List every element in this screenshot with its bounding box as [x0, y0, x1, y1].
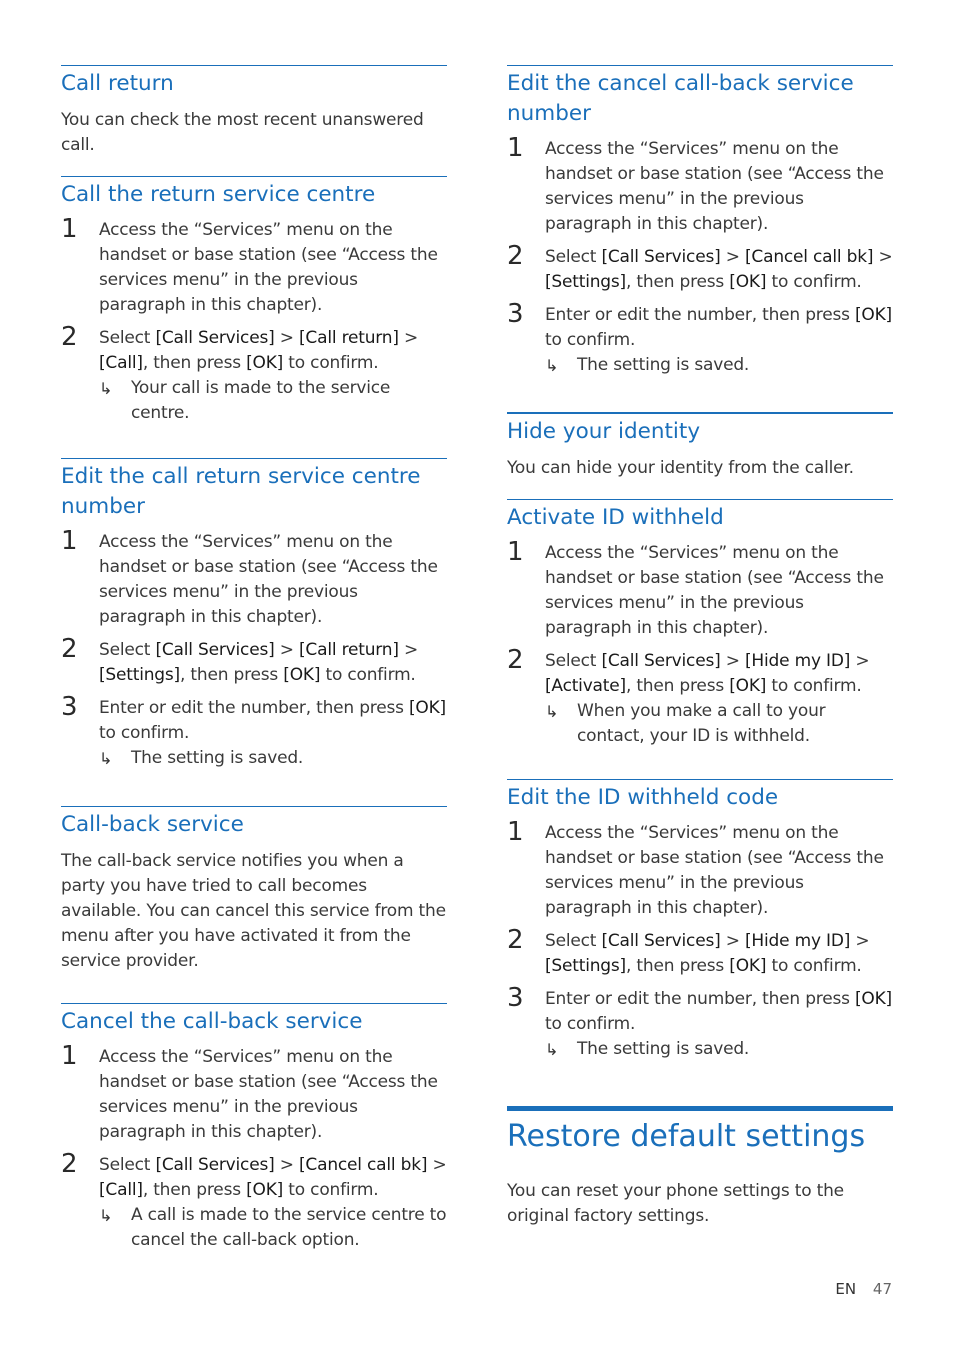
menu-key: [Call Services]: [155, 640, 275, 660]
text: Enter or edit the number, then press: [99, 698, 409, 718]
step-number: 2: [61, 634, 78, 664]
text: Select: [99, 1155, 156, 1175]
menu-key: [Call Services]: [601, 651, 721, 671]
step-list: [61, 1043, 447, 1253]
result-text: The setting is saved.: [131, 748, 304, 768]
section-title: Call-back service: [61, 812, 244, 837]
step-list: [507, 539, 893, 749]
step-number: 1: [61, 1041, 78, 1071]
step-result: [99, 746, 447, 771]
step-list: [61, 216, 447, 426]
step-result: [99, 376, 447, 426]
text: to confirm.: [545, 1014, 636, 1034]
step-text: [545, 927, 893, 979]
text: , then press: [142, 1180, 247, 1200]
text: Select: [545, 651, 602, 671]
step-text: Access the “Services” menu on the handset or base station (see “Access the services menu” in the previous paragraph in this chapter).: [99, 532, 438, 627]
menu-key: [Settings]: [545, 272, 626, 292]
text: to confirm.: [766, 272, 862, 292]
chapter-title: Restore default settings: [507, 1119, 866, 1154]
menu-key: [Hide my ID]: [745, 931, 851, 951]
text: to confirm.: [766, 956, 862, 976]
result-text: The setting is saved.: [577, 1039, 750, 1059]
separator: >: [720, 931, 745, 951]
step-1: [507, 539, 893, 641]
section-call-return-centre: [61, 176, 447, 426]
step-list: [61, 528, 447, 771]
section-title: Edit the ID withheld code: [507, 785, 779, 810]
menu-key: [Cancel call bk]: [745, 247, 874, 267]
section-intro: You can reset your phone settings to the original factory settings.: [507, 1181, 844, 1226]
step-number: 1: [507, 133, 524, 163]
step-result: [545, 699, 893, 749]
menu-key: [OK]: [246, 353, 284, 373]
menu-key: [OK]: [409, 698, 446, 718]
page-number: 47: [872, 1280, 892, 1298]
right-column: [507, 65, 893, 1229]
menu-key: [Call Services]: [155, 1155, 275, 1175]
step-2: [61, 636, 447, 688]
menu-key: [Call return]: [299, 328, 399, 348]
step-number: 3: [61, 692, 78, 722]
menu-key: [Activate]: [545, 676, 626, 696]
text: , then press: [625, 676, 730, 696]
step-text: [99, 636, 447, 688]
step-text: Access the “Services” menu on the handset or base station (see “Access the services menu” in the previous paragraph in this chapter).: [545, 823, 884, 918]
text: , then press: [180, 665, 284, 685]
text: to confirm.: [283, 1180, 379, 1200]
result-arrow-icon: ↳: [99, 749, 113, 768]
step-2: [507, 647, 893, 749]
text: , then press: [626, 956, 730, 976]
step-number: 2: [507, 925, 524, 955]
step-text: Access the “Services” menu on the handset or base station (see “Access the services menu” in the previous paragraph in this chapter).: [545, 139, 884, 234]
step-number: 2: [61, 1149, 78, 1179]
section-title: Cancel the call-back service: [61, 1009, 363, 1034]
separator: >: [850, 651, 870, 671]
page-footer: [835, 1280, 892, 1298]
left-column: [61, 65, 447, 1253]
step-number: 3: [507, 983, 524, 1013]
text: to confirm.: [99, 723, 190, 743]
menu-key: [OK]: [283, 665, 321, 685]
section-intro: You can hide your identity from the caller.: [507, 458, 854, 478]
section-intro: You can check the most recent unanswered call.: [61, 110, 424, 155]
result-text: The setting is saved.: [577, 355, 750, 375]
menu-key: [Call Services]: [155, 328, 275, 348]
text: to confirm.: [283, 353, 379, 373]
section-edit-return-number: [61, 458, 447, 771]
menu-key: [Call return]: [299, 640, 399, 660]
separator: >: [398, 640, 419, 660]
text: Enter or edit the number, then press: [545, 989, 855, 1009]
language-code: EN: [835, 1280, 857, 1298]
separator: >: [398, 328, 419, 348]
menu-key: [Call Services]: [601, 931, 721, 951]
step-list: [507, 819, 893, 1062]
step-3: [507, 301, 893, 378]
section-call-return: [61, 65, 447, 158]
section-restore-defaults: [507, 1106, 893, 1229]
step-1: [507, 819, 893, 921]
step-2: [61, 324, 447, 426]
step-text: [545, 301, 893, 378]
separator: >: [720, 247, 745, 267]
separator: >: [274, 1155, 299, 1175]
section-callback-service: [61, 806, 447, 974]
separator: >: [427, 1155, 447, 1175]
result-arrow-icon: ↳: [545, 356, 559, 375]
step-text: [545, 985, 893, 1062]
text: Select: [545, 247, 602, 267]
step-text: [99, 324, 447, 426]
text: , then press: [626, 272, 730, 292]
step-number: 1: [507, 537, 524, 567]
step-number: 2: [61, 322, 78, 352]
step-1: [507, 135, 893, 237]
text: , then press: [142, 353, 247, 373]
step-text: [99, 1151, 447, 1253]
step-2: [507, 243, 893, 295]
result-arrow-icon: ↳: [545, 1040, 559, 1059]
step-text: [545, 647, 893, 749]
menu-key: [OK]: [246, 1180, 284, 1200]
menu-key: [Hide my ID]: [745, 651, 851, 671]
menu-key: [Cancel call bk]: [299, 1155, 428, 1175]
menu-key: [OK]: [855, 305, 892, 325]
text: Select: [99, 640, 156, 660]
result-text: A call is made to the service centre to cancel the call-back option.: [131, 1205, 447, 1250]
text: Select: [545, 931, 602, 951]
separator: >: [720, 651, 745, 671]
step-2: [61, 1151, 447, 1253]
menu-key: [Call]: [99, 353, 143, 373]
step-result: [545, 353, 893, 378]
section-cancel-callback: [61, 1003, 447, 1253]
step-result: [99, 1203, 447, 1253]
menu-key: [Settings]: [99, 665, 180, 685]
step-1: [61, 1043, 447, 1145]
step-2: [507, 927, 893, 979]
step-text: Access the “Services” menu on the handset or base station (see “Access the services menu” in the previous paragraph in this chapter).: [99, 1047, 438, 1142]
separator: >: [274, 640, 299, 660]
section-title: Call the return service centre: [61, 182, 376, 207]
result-text: When you make a call to your contact, your ID is withheld.: [577, 701, 826, 746]
text: to confirm.: [545, 330, 636, 350]
text: to confirm.: [766, 676, 862, 696]
step-1: [61, 528, 447, 630]
menu-key: [OK]: [729, 956, 767, 976]
menu-key: [Settings]: [545, 956, 626, 976]
step-3: [507, 985, 893, 1062]
result-arrow-icon: ↳: [545, 702, 559, 721]
step-3: [61, 694, 447, 771]
section-title: Activate ID withheld: [507, 505, 724, 530]
section-title: Hide your identity: [507, 419, 701, 444]
menu-key: [OK]: [855, 989, 892, 1009]
section-title: Edit the call return service centre number: [61, 464, 421, 519]
menu-key: [Call Services]: [601, 247, 721, 267]
step-text: Access the “Services” menu on the handset or base station (see “Access the services menu” in the previous paragraph in this chapter).: [99, 220, 438, 315]
separator: >: [274, 328, 299, 348]
section-activate-id: [507, 499, 893, 749]
step-number: 3: [507, 299, 524, 329]
step-number: 1: [61, 214, 78, 244]
menu-key: [OK]: [729, 676, 767, 696]
step-text: [545, 243, 893, 295]
step-text: [99, 694, 447, 771]
result-arrow-icon: ↳: [99, 379, 113, 398]
section-edit-id-code: [507, 779, 893, 1062]
step-1: [61, 216, 447, 318]
section-title: Edit the cancel call-back service number: [507, 71, 854, 126]
step-result: [545, 1037, 893, 1062]
step-text: Access the “Services” menu on the handset or base station (see “Access the services menu” in the previous paragraph in this chapter).: [545, 543, 884, 638]
step-list: [507, 135, 893, 378]
text: Select: [99, 328, 156, 348]
section-edit-cancel-number: [507, 65, 893, 378]
menu-key: [Call]: [99, 1180, 143, 1200]
text: to confirm.: [320, 665, 416, 685]
separator: >: [873, 247, 893, 267]
section-title: Call return: [61, 71, 174, 96]
result-arrow-icon: ↳: [99, 1206, 113, 1225]
text: Enter or edit the number, then press: [545, 305, 855, 325]
section-intro: The call-back service notifies you when a party you have tried to call becomes available. You can cancel this service from the menu after you have activated it from the service provider.: [61, 851, 446, 971]
menu-key: [OK]: [729, 272, 767, 292]
section-hide-identity: [507, 412, 893, 481]
step-number: 1: [507, 817, 524, 847]
result-text: Your call is made to the service centre.: [131, 378, 391, 423]
step-number: 1: [61, 526, 78, 556]
step-number: 2: [507, 645, 524, 675]
step-number: 2: [507, 241, 524, 271]
separator: >: [850, 931, 870, 951]
